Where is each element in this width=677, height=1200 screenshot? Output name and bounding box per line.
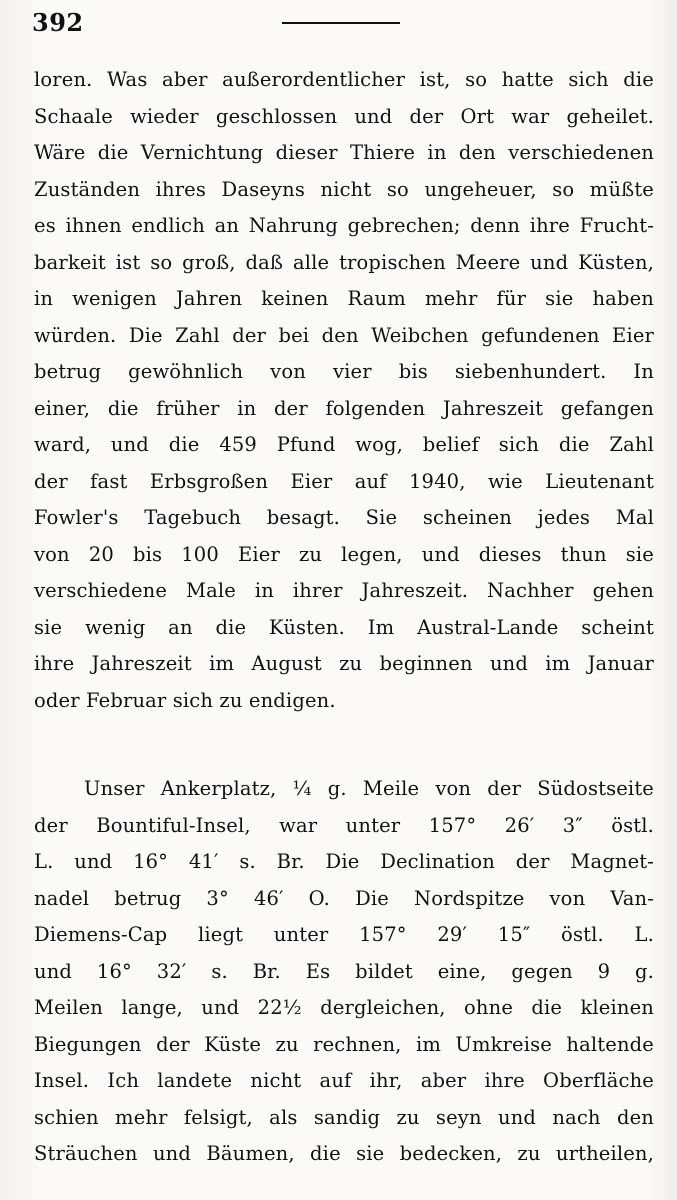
page-number: 392 bbox=[32, 8, 84, 37]
text-line: Insel. Ich landete nicht auf ihr, aber ihre Oberfläche bbox=[34, 1069, 654, 1092]
text-line: Meilen lange, und 22½ dergleichen, ohne die kleinen bbox=[34, 996, 654, 1019]
text-line: der Bountiful-Insel, war unter 157° 26′ 3″ östl. bbox=[34, 813, 654, 837]
text-line: oder Februar sich zu endigen. bbox=[34, 688, 336, 712]
text-line: schien mehr felsigt, als sandig zu seyn und nach den bbox=[34, 1105, 654, 1129]
text-line: Schaale wieder geschlossen und der Ort war geheilet. bbox=[34, 104, 654, 128]
text-line: betrug gewöhnlich von vier bis siebenhundert. In bbox=[34, 360, 654, 383]
text-line: Unser Ankerplatz, ¼ g. Meile von der Südostseite bbox=[84, 777, 654, 800]
text-line: würden. Die Zahl der bei den Weibchen gefundenen Eier bbox=[34, 323, 654, 347]
text-line: sie wenig an die Küsten. Im Austral-Lande scheint bbox=[34, 615, 654, 639]
text-line: Zuständen ihres Daseyns nicht so ungeheuer, so müßte bbox=[34, 177, 654, 201]
text-line: Wäre die Vernichtung dieser Thiere in den verschiedenen bbox=[34, 141, 654, 164]
text-line: ihre Jahreszeit im August zu beginnen und im Januar bbox=[34, 652, 654, 675]
paragraph-2 bbox=[34, 771, 654, 1173]
header-rule bbox=[282, 22, 400, 24]
text-line: einer, die früher in der folgenden Jahreszeit gefangen bbox=[34, 396, 654, 420]
text-line: Fowler's Tagebuch besagt. Sie scheinen jedes Mal bbox=[34, 506, 654, 529]
text-line: es ihnen endlich an Nahrung gebrechen; denn ihre Frucht- bbox=[34, 214, 654, 237]
text-line: Diemens-Cap liegt unter 157° 29′ 15″ östl. L. bbox=[34, 923, 654, 946]
text-line: und 16° 32′ s. Br. Es bildet eine, gegen 9 g. bbox=[34, 959, 654, 983]
paragraph-1 bbox=[34, 62, 654, 719]
text-line: von 20 bis 100 Eier zu legen, und dieses thun sie bbox=[34, 542, 654, 566]
text-line: verschiedene Male in ihrer Jahreszeit. Nachher gehen bbox=[34, 579, 654, 602]
text-line: Biegungen der Küste zu rechnen, im Umkreise haltende bbox=[34, 1032, 654, 1056]
text-line: L. und 16° 41′ s. Br. Die Declination der Magnet- bbox=[34, 850, 654, 873]
text-line: barkeit ist so groß, daß alle tropischen Meere und Küsten, bbox=[34, 250, 654, 274]
text-line: Sträuchen und Bäumen, die sie bedecken, zu urtheilen, bbox=[34, 1142, 654, 1165]
text-line: loren. Was aber außerordentlicher ist, so hatte sich die bbox=[34, 68, 654, 91]
text-line: nadel betrug 3° 46′ O. Die Nordspitze von Van- bbox=[34, 886, 654, 910]
text-line: ward, und die 459 Pfund wog, belief sich die Zahl bbox=[34, 433, 654, 456]
text-line: in wenigen Jahren keinen Raum mehr für sie haben bbox=[34, 287, 654, 310]
text-line: der fast Erbsgroßen Eier auf 1940, wie Lieutenant bbox=[34, 469, 654, 493]
